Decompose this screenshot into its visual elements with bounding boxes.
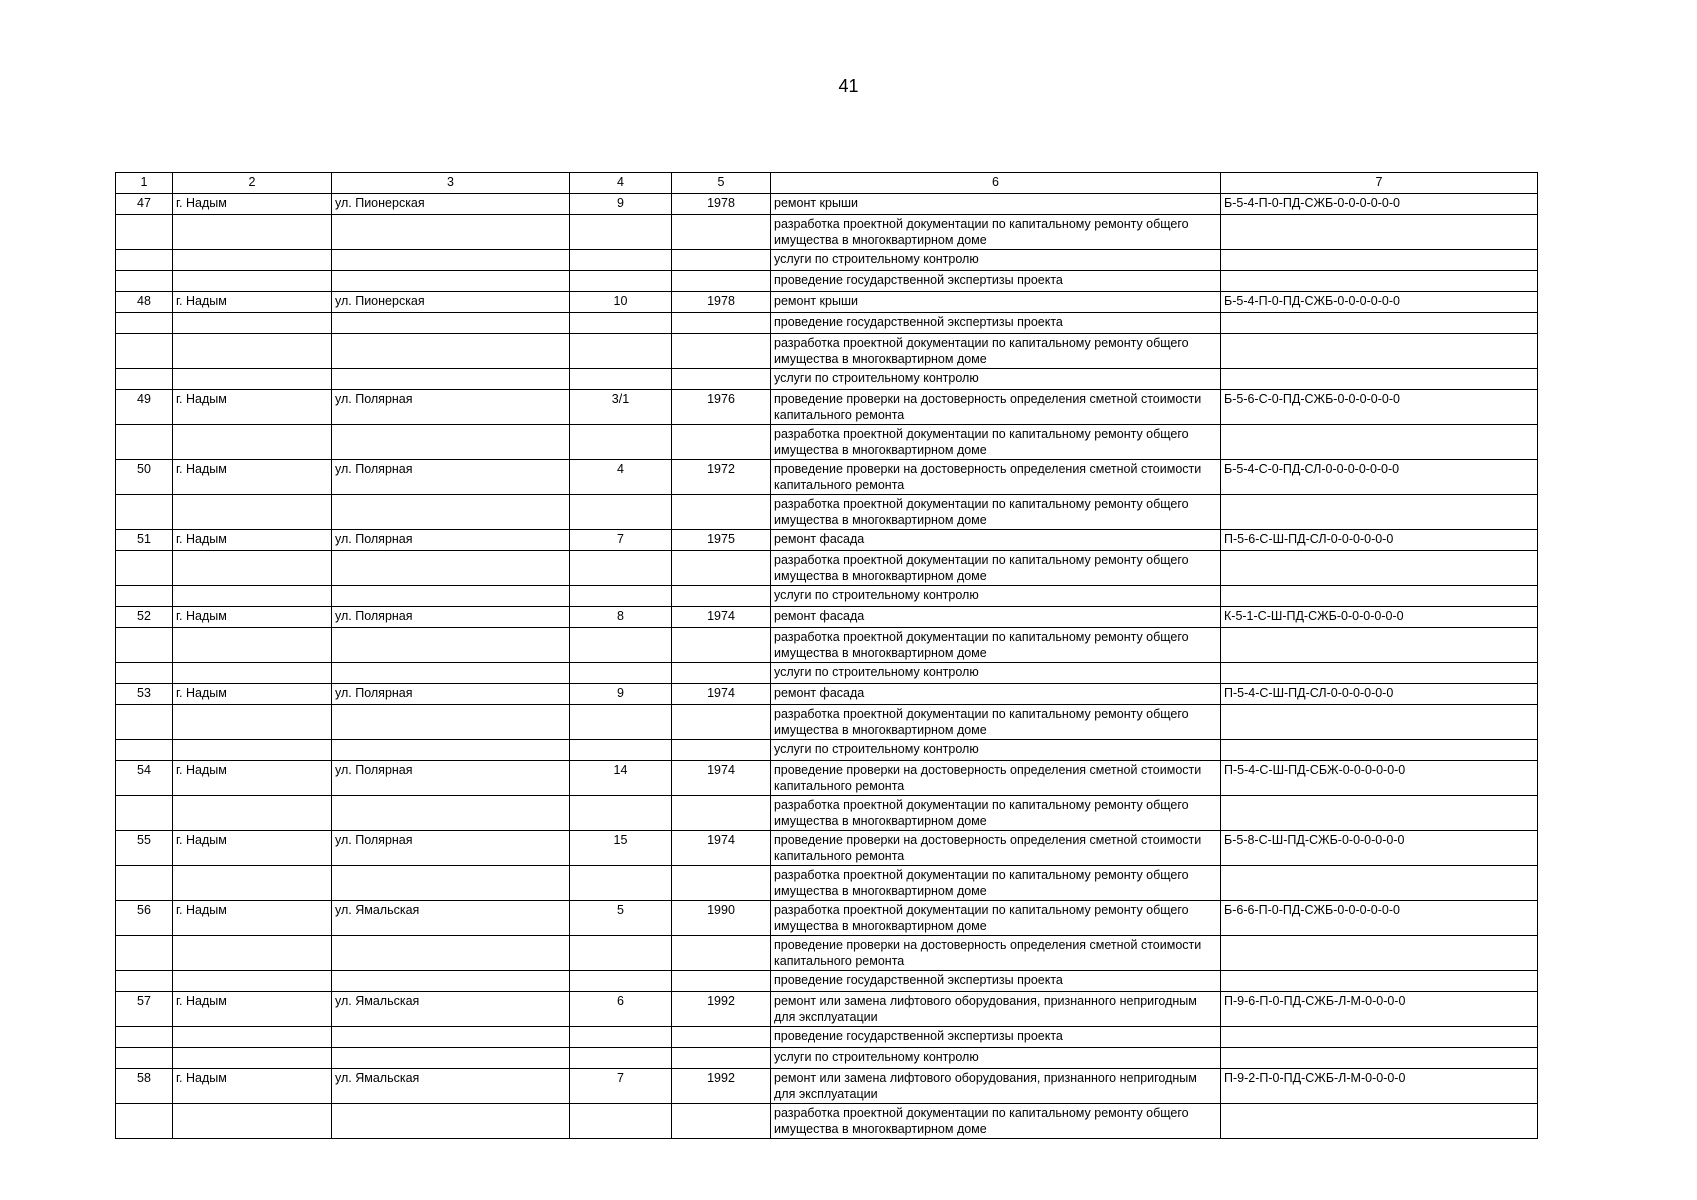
table-row xyxy=(116,551,1538,586)
cell-code xyxy=(1221,334,1538,369)
cell-number: 56 xyxy=(116,901,173,936)
cell-city: г. Надым xyxy=(173,761,332,796)
cell-code xyxy=(1221,663,1538,684)
table-row xyxy=(116,663,1538,684)
header-cell: 7 xyxy=(1221,173,1538,194)
cell-city xyxy=(173,425,332,460)
cell-house xyxy=(570,1048,672,1069)
cell-street: ул. Полярная xyxy=(332,530,570,551)
cell-city xyxy=(173,495,332,530)
cell-work-type: ремонт крыши xyxy=(771,194,1221,215)
cell-city xyxy=(173,663,332,684)
cell-street: ул. Ямальская xyxy=(332,992,570,1027)
cell-code: П-9-6-П-0-ПД-СЖБ-Л-М-0-0-0-0 xyxy=(1221,992,1538,1027)
cell-house xyxy=(570,334,672,369)
cell-year xyxy=(672,796,771,831)
cell-city xyxy=(173,313,332,334)
cell-city xyxy=(173,586,332,607)
cell-street xyxy=(332,740,570,761)
cell-street xyxy=(332,1048,570,1069)
table-row xyxy=(116,292,1538,313)
cell-street: ул. Ямальская xyxy=(332,901,570,936)
cell-house: 5 xyxy=(570,901,672,936)
cell-number: 58 xyxy=(116,1069,173,1104)
cell-year: 1978 xyxy=(672,292,771,313)
cell-city xyxy=(173,796,332,831)
cell-year: 1974 xyxy=(672,831,771,866)
cell-code: Б-5-4-П-0-ПД-СЖБ-0-0-0-0-0-0 xyxy=(1221,292,1538,313)
cell-street: ул. Полярная xyxy=(332,460,570,495)
cell-house xyxy=(570,551,672,586)
cell-work-type: разработка проектной документации по капитальному ремонту общего имущества в многоквартирном доме xyxy=(771,628,1221,663)
cell-year xyxy=(672,1027,771,1048)
cell-street xyxy=(332,250,570,271)
cell-house xyxy=(570,705,672,740)
cell-year: 1978 xyxy=(672,194,771,215)
cell-number: 50 xyxy=(116,460,173,495)
cell-city xyxy=(173,334,332,369)
cell-year xyxy=(672,250,771,271)
cell-year xyxy=(672,313,771,334)
cell-work-type: услуги по строительному контролю xyxy=(771,250,1221,271)
table-row xyxy=(116,194,1538,215)
cell-house: 3/1 xyxy=(570,390,672,425)
header-cell: 1 xyxy=(116,173,173,194)
cell-house: 9 xyxy=(570,684,672,705)
cell-number xyxy=(116,586,173,607)
cell-year xyxy=(672,334,771,369)
cell-work-type: ремонт фасада xyxy=(771,684,1221,705)
cell-year xyxy=(672,1048,771,1069)
cell-number xyxy=(116,334,173,369)
cell-city: г. Надым xyxy=(173,194,332,215)
table-row xyxy=(116,740,1538,761)
cell-street xyxy=(332,1104,570,1139)
cell-number: 57 xyxy=(116,992,173,1027)
cell-code xyxy=(1221,271,1538,292)
cell-work-type: разработка проектной документации по капитальному ремонту общего имущества в многоквартирном доме xyxy=(771,866,1221,901)
cell-city xyxy=(173,936,332,971)
cell-house: 7 xyxy=(570,530,672,551)
table-row xyxy=(116,586,1538,607)
cell-street xyxy=(332,215,570,250)
header-cell: 4 xyxy=(570,173,672,194)
cell-work-type: ремонт фасада xyxy=(771,530,1221,551)
cell-code xyxy=(1221,740,1538,761)
header-cell: 5 xyxy=(672,173,771,194)
cell-year xyxy=(672,425,771,460)
cell-year: 1975 xyxy=(672,530,771,551)
cell-number xyxy=(116,936,173,971)
cell-code xyxy=(1221,495,1538,530)
cell-number xyxy=(116,663,173,684)
cell-house: 9 xyxy=(570,194,672,215)
cell-street: ул. Пионерская xyxy=(332,194,570,215)
cell-city: г. Надым xyxy=(173,530,332,551)
table-row xyxy=(116,831,1538,866)
cell-work-type: проведение проверки на достоверность определения сметной стоимости капитального ремонта xyxy=(771,761,1221,796)
cell-city xyxy=(173,628,332,663)
cell-city xyxy=(173,971,332,992)
cell-code xyxy=(1221,705,1538,740)
cell-code xyxy=(1221,369,1538,390)
cell-house xyxy=(570,250,672,271)
cell-code xyxy=(1221,628,1538,663)
table-row xyxy=(116,1027,1538,1048)
cell-house xyxy=(570,796,672,831)
cell-work-type: разработка проектной документации по капитальному ремонту общего имущества в многоквартирном доме xyxy=(771,705,1221,740)
cell-number xyxy=(116,369,173,390)
cell-work-type: услуги по строительному контролю xyxy=(771,586,1221,607)
cell-house xyxy=(570,866,672,901)
cell-city: г. Надым xyxy=(173,901,332,936)
table-row xyxy=(116,215,1538,250)
cell-street: ул. Полярная xyxy=(332,761,570,796)
cell-street xyxy=(332,551,570,586)
cell-street xyxy=(332,495,570,530)
cell-work-type: проведение проверки на достоверность определения сметной стоимости капитального ремонта xyxy=(771,460,1221,495)
cell-number xyxy=(116,313,173,334)
cell-year: 1972 xyxy=(672,460,771,495)
cell-number xyxy=(116,628,173,663)
cell-street: ул. Пионерская xyxy=(332,292,570,313)
table-row xyxy=(116,530,1538,551)
table-row xyxy=(116,250,1538,271)
cell-code xyxy=(1221,551,1538,586)
table-row xyxy=(116,425,1538,460)
cell-code xyxy=(1221,796,1538,831)
cell-code: Б-5-4-С-0-ПД-СЛ-0-0-0-0-0-0-0 xyxy=(1221,460,1538,495)
cell-year: 1974 xyxy=(672,761,771,796)
cell-house xyxy=(570,628,672,663)
cell-street xyxy=(332,425,570,460)
table-row xyxy=(116,1069,1538,1104)
header-cell: 2 xyxy=(173,173,332,194)
cell-work-type: ремонт или замена лифтового оборудования, признанного непригодным для эксплуатации xyxy=(771,992,1221,1027)
cell-year xyxy=(672,586,771,607)
cell-year xyxy=(672,663,771,684)
cell-number xyxy=(116,250,173,271)
cell-number: 54 xyxy=(116,761,173,796)
cell-number xyxy=(116,551,173,586)
cell-number xyxy=(116,271,173,292)
table-row xyxy=(116,901,1538,936)
cell-work-type: проведение государственной экспертизы проекта xyxy=(771,271,1221,292)
table-row xyxy=(116,866,1538,901)
cell-street xyxy=(332,313,570,334)
cell-number: 48 xyxy=(116,292,173,313)
cell-number: 51 xyxy=(116,530,173,551)
cell-work-type: разработка проектной документации по капитальному ремонту общего имущества в многоквартирном доме xyxy=(771,551,1221,586)
cell-city xyxy=(173,705,332,740)
cell-number: 55 xyxy=(116,831,173,866)
cell-house: 7 xyxy=(570,1069,672,1104)
cell-work-type: услуги по строительному контролю xyxy=(771,369,1221,390)
cell-code xyxy=(1221,250,1538,271)
table-header-row xyxy=(116,173,1538,194)
table-row xyxy=(116,1048,1538,1069)
table-row xyxy=(116,369,1538,390)
table-row xyxy=(116,607,1538,628)
table-row xyxy=(116,796,1538,831)
table-row xyxy=(116,313,1538,334)
cell-number xyxy=(116,740,173,761)
cell-number xyxy=(116,1048,173,1069)
cell-work-type: услуги по строительному контролю xyxy=(771,1048,1221,1069)
cell-work-type: разработка проектной документации по капитальному ремонту общего имущества в многоквартирном доме xyxy=(771,425,1221,460)
cell-year: 1976 xyxy=(672,390,771,425)
header-cell: 3 xyxy=(332,173,570,194)
cell-city xyxy=(173,1104,332,1139)
cell-number xyxy=(116,1104,173,1139)
cell-number: 53 xyxy=(116,684,173,705)
cell-code xyxy=(1221,971,1538,992)
cell-street xyxy=(332,334,570,369)
cell-street xyxy=(332,663,570,684)
cell-code: Б-5-6-С-0-ПД-СЖБ-0-0-0-0-0-0 xyxy=(1221,390,1538,425)
cell-house xyxy=(570,740,672,761)
cell-street: ул. Полярная xyxy=(332,607,570,628)
cell-street xyxy=(332,628,570,663)
table-row xyxy=(116,761,1538,796)
capital-repair-table xyxy=(115,172,1538,1139)
cell-street xyxy=(332,586,570,607)
cell-number xyxy=(116,866,173,901)
cell-year xyxy=(672,271,771,292)
cell-work-type: разработка проектной документации по капитальному ремонту общего имущества в многоквартирном доме xyxy=(771,495,1221,530)
cell-house xyxy=(570,369,672,390)
cell-street xyxy=(332,796,570,831)
cell-work-type: ремонт фасада xyxy=(771,607,1221,628)
cell-street xyxy=(332,866,570,901)
cell-house: 15 xyxy=(570,831,672,866)
cell-year xyxy=(672,495,771,530)
cell-number xyxy=(116,971,173,992)
cell-city: г. Надым xyxy=(173,460,332,495)
cell-year xyxy=(672,705,771,740)
cell-house xyxy=(570,215,672,250)
cell-city: г. Надым xyxy=(173,1069,332,1104)
cell-house xyxy=(570,313,672,334)
cell-city: г. Надым xyxy=(173,684,332,705)
cell-street xyxy=(332,936,570,971)
cell-city xyxy=(173,215,332,250)
cell-number xyxy=(116,1027,173,1048)
cell-work-type: ремонт или замена лифтового оборудования, признанного непригодным для эксплуатации xyxy=(771,1069,1221,1104)
cell-street: ул. Полярная xyxy=(332,684,570,705)
cell-code xyxy=(1221,313,1538,334)
cell-house: 10 xyxy=(570,292,672,313)
cell-city: г. Надым xyxy=(173,292,332,313)
cell-code xyxy=(1221,586,1538,607)
cell-city xyxy=(173,740,332,761)
table-row xyxy=(116,334,1538,369)
cell-code xyxy=(1221,1027,1538,1048)
cell-year xyxy=(672,1104,771,1139)
cell-number xyxy=(116,425,173,460)
cell-year xyxy=(672,551,771,586)
cell-work-type: проведение государственной экспертизы проекта xyxy=(771,971,1221,992)
cell-number xyxy=(116,215,173,250)
cell-work-type: услуги по строительному контролю xyxy=(771,740,1221,761)
table-row xyxy=(116,460,1538,495)
table-row xyxy=(116,936,1538,971)
cell-city xyxy=(173,551,332,586)
cell-year: 1992 xyxy=(672,992,771,1027)
cell-year xyxy=(672,369,771,390)
cell-street: ул. Ямальская xyxy=(332,1069,570,1104)
cell-year xyxy=(672,628,771,663)
cell-street xyxy=(332,369,570,390)
cell-year xyxy=(672,215,771,250)
header-cell: 6 xyxy=(771,173,1221,194)
cell-code xyxy=(1221,215,1538,250)
cell-house xyxy=(570,271,672,292)
cell-number: 49 xyxy=(116,390,173,425)
cell-house: 14 xyxy=(570,761,672,796)
cell-work-type: разработка проектной документации по капитальному ремонту общего имущества в многоквартирном доме xyxy=(771,215,1221,250)
cell-house xyxy=(570,425,672,460)
cell-code xyxy=(1221,866,1538,901)
cell-code: П-9-2-П-0-ПД-СЖБ-Л-М-0-0-0-0 xyxy=(1221,1069,1538,1104)
cell-house xyxy=(570,936,672,971)
cell-code xyxy=(1221,936,1538,971)
table-row xyxy=(116,705,1538,740)
cell-house: 6 xyxy=(570,992,672,1027)
cell-code xyxy=(1221,1104,1538,1139)
cell-street xyxy=(332,971,570,992)
cell-house xyxy=(570,586,672,607)
table-row xyxy=(116,495,1538,530)
cell-year xyxy=(672,936,771,971)
cell-work-type: проведение проверки на достоверность определения сметной стоимости капитального ремонта xyxy=(771,390,1221,425)
cell-street xyxy=(332,1027,570,1048)
cell-street xyxy=(332,271,570,292)
cell-street: ул. Полярная xyxy=(332,390,570,425)
cell-city: г. Надым xyxy=(173,390,332,425)
table-row xyxy=(116,390,1538,425)
cell-number xyxy=(116,495,173,530)
cell-city xyxy=(173,250,332,271)
cell-house xyxy=(570,1027,672,1048)
cell-code xyxy=(1221,1048,1538,1069)
cell-city: г. Надым xyxy=(173,831,332,866)
cell-city: г. Надым xyxy=(173,607,332,628)
cell-house: 4 xyxy=(570,460,672,495)
cell-house xyxy=(570,971,672,992)
table-row xyxy=(116,684,1538,705)
cell-city: г. Надым xyxy=(173,992,332,1027)
cell-number xyxy=(116,796,173,831)
cell-house: 8 xyxy=(570,607,672,628)
cell-code: Б-5-8-С-Ш-ПД-СЖБ-0-0-0-0-0-0 xyxy=(1221,831,1538,866)
cell-city xyxy=(173,1027,332,1048)
cell-work-type: разработка проектной документации по капитальному ремонту общего имущества в многоквартирном доме xyxy=(771,1104,1221,1139)
cell-work-type: услуги по строительному контролю xyxy=(771,663,1221,684)
cell-street: ул. Полярная xyxy=(332,831,570,866)
cell-work-type: проведение проверки на достоверность определения сметной стоимости капитального ремонта xyxy=(771,936,1221,971)
cell-code: П-5-4-С-Ш-ПД-СБЖ-0-0-0-0-0-0 xyxy=(1221,761,1538,796)
cell-work-type: проведение государственной экспертизы проекта xyxy=(771,313,1221,334)
table-row xyxy=(116,1104,1538,1139)
cell-work-type: разработка проектной документации по капитальному ремонту общего имущества в многоквартирном доме xyxy=(771,796,1221,831)
cell-work-type: проведение проверки на достоверность определения сметной стоимости капитального ремонта xyxy=(771,831,1221,866)
table-row xyxy=(116,628,1538,663)
cell-number: 47 xyxy=(116,194,173,215)
cell-year xyxy=(672,971,771,992)
cell-city xyxy=(173,1048,332,1069)
cell-work-type: ремонт крыши xyxy=(771,292,1221,313)
table-row xyxy=(116,971,1538,992)
cell-city xyxy=(173,866,332,901)
cell-work-type: разработка проектной документации по капитальному ремонту общего имущества в многоквартирном доме xyxy=(771,334,1221,369)
cell-house xyxy=(570,495,672,530)
cell-year: 1974 xyxy=(672,607,771,628)
cell-work-type: разработка проектной документации по капитальному ремонту общего имущества в многоквартирном доме xyxy=(771,901,1221,936)
cell-year xyxy=(672,740,771,761)
cell-number: 52 xyxy=(116,607,173,628)
cell-code: П-5-4-С-Ш-ПД-СЛ-0-0-0-0-0-0 xyxy=(1221,684,1538,705)
cell-house xyxy=(570,663,672,684)
cell-house xyxy=(570,1104,672,1139)
page-number: 41 xyxy=(838,76,859,96)
cell-city xyxy=(173,271,332,292)
cell-year: 1990 xyxy=(672,901,771,936)
cell-number xyxy=(116,705,173,740)
cell-code: Б-5-4-П-0-ПД-СЖБ-0-0-0-0-0-0 xyxy=(1221,194,1538,215)
table-row xyxy=(116,271,1538,292)
table-row xyxy=(116,992,1538,1027)
cell-code xyxy=(1221,425,1538,460)
cell-code: П-5-6-С-Ш-ПД-СЛ-0-0-0-0-0-0 xyxy=(1221,530,1538,551)
cell-year: 1992 xyxy=(672,1069,771,1104)
cell-work-type: проведение государственной экспертизы проекта xyxy=(771,1027,1221,1048)
cell-code: К-5-1-С-Ш-ПД-СЖБ-0-0-0-0-0-0 xyxy=(1221,607,1538,628)
cell-street xyxy=(332,705,570,740)
cell-year: 1974 xyxy=(672,684,771,705)
cell-code: Б-6-6-П-0-ПД-СЖБ-0-0-0-0-0-0 xyxy=(1221,901,1538,936)
cell-year xyxy=(672,866,771,901)
cell-city xyxy=(173,369,332,390)
